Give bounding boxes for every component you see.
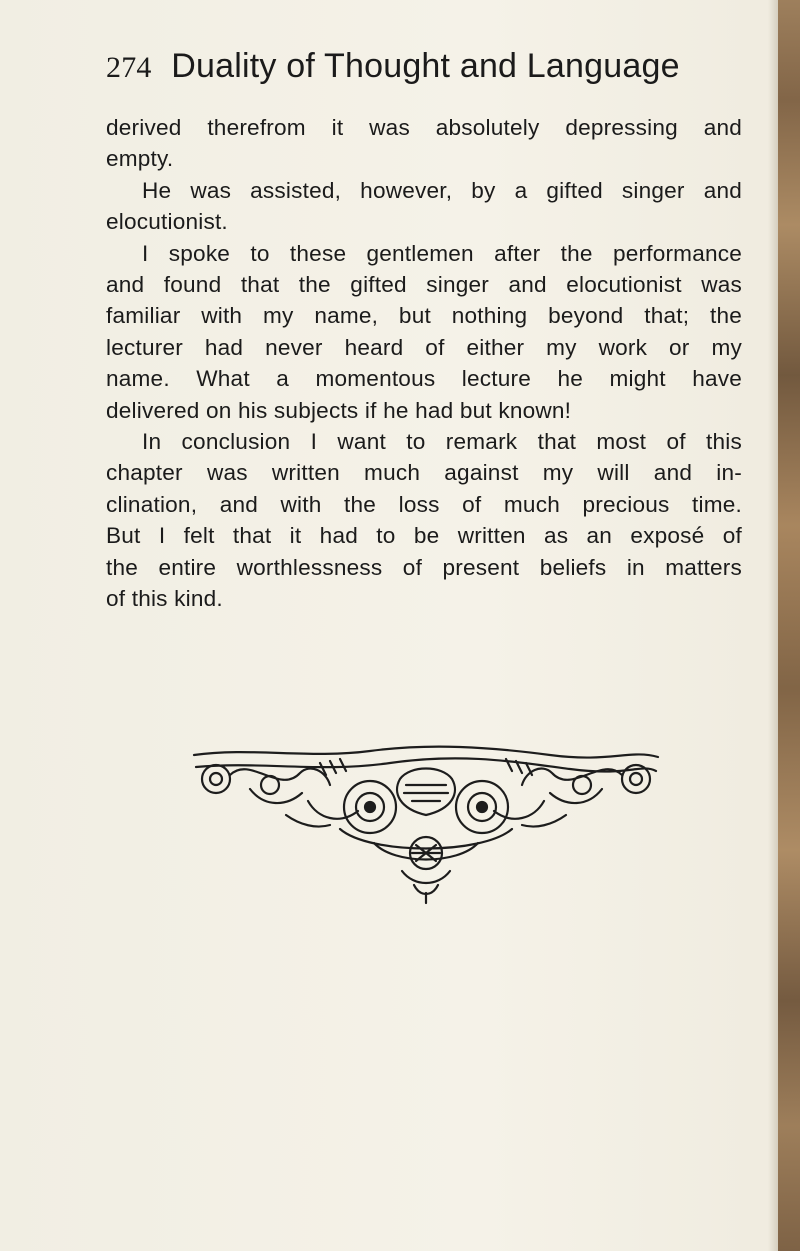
page-header [106, 44, 746, 90]
text-line: name. What a momentous lecture he might have [106, 366, 742, 392]
text-line: He was assisted, however, by a gifted singer and [142, 177, 742, 203]
text-line: lecturer had never heard of either my work or my [106, 334, 742, 360]
text-line: I spoke to these gentlemen after the performance [142, 240, 742, 266]
text-line: and found that the gifted singer and elocutionist was [106, 272, 742, 298]
body-text [106, 112, 742, 615]
text-line: In conclusion I want to remark that most of this [142, 429, 742, 455]
text-line: familiar with my name, but nothing beyond that; the [106, 303, 742, 329]
text-line: of this kind. [106, 586, 223, 612]
decorative-tailpiece-icon [190, 745, 662, 905]
text-line: derived therefrom it was absolutely depressing and [106, 115, 742, 140]
text-line: chapter was written much against my will and in- [106, 460, 742, 486]
page-number: 274 [106, 51, 152, 84]
text-line: But I felt that it had to be written as an exposé of [106, 523, 742, 549]
text-line: elocutionist. [106, 209, 228, 235]
page-edge-shadow [768, 0, 778, 1251]
text-line: the entire worthlessness of present beliefs in matters [106, 554, 742, 580]
running-title: Duality of Thought and Language [171, 47, 680, 85]
text-line: clination, and with the loss of much precious time. [106, 491, 742, 517]
text-line: delivered on his subjects if he had but known! [106, 397, 572, 423]
page-edge [778, 0, 800, 1251]
text-line: empty. [106, 146, 174, 172]
